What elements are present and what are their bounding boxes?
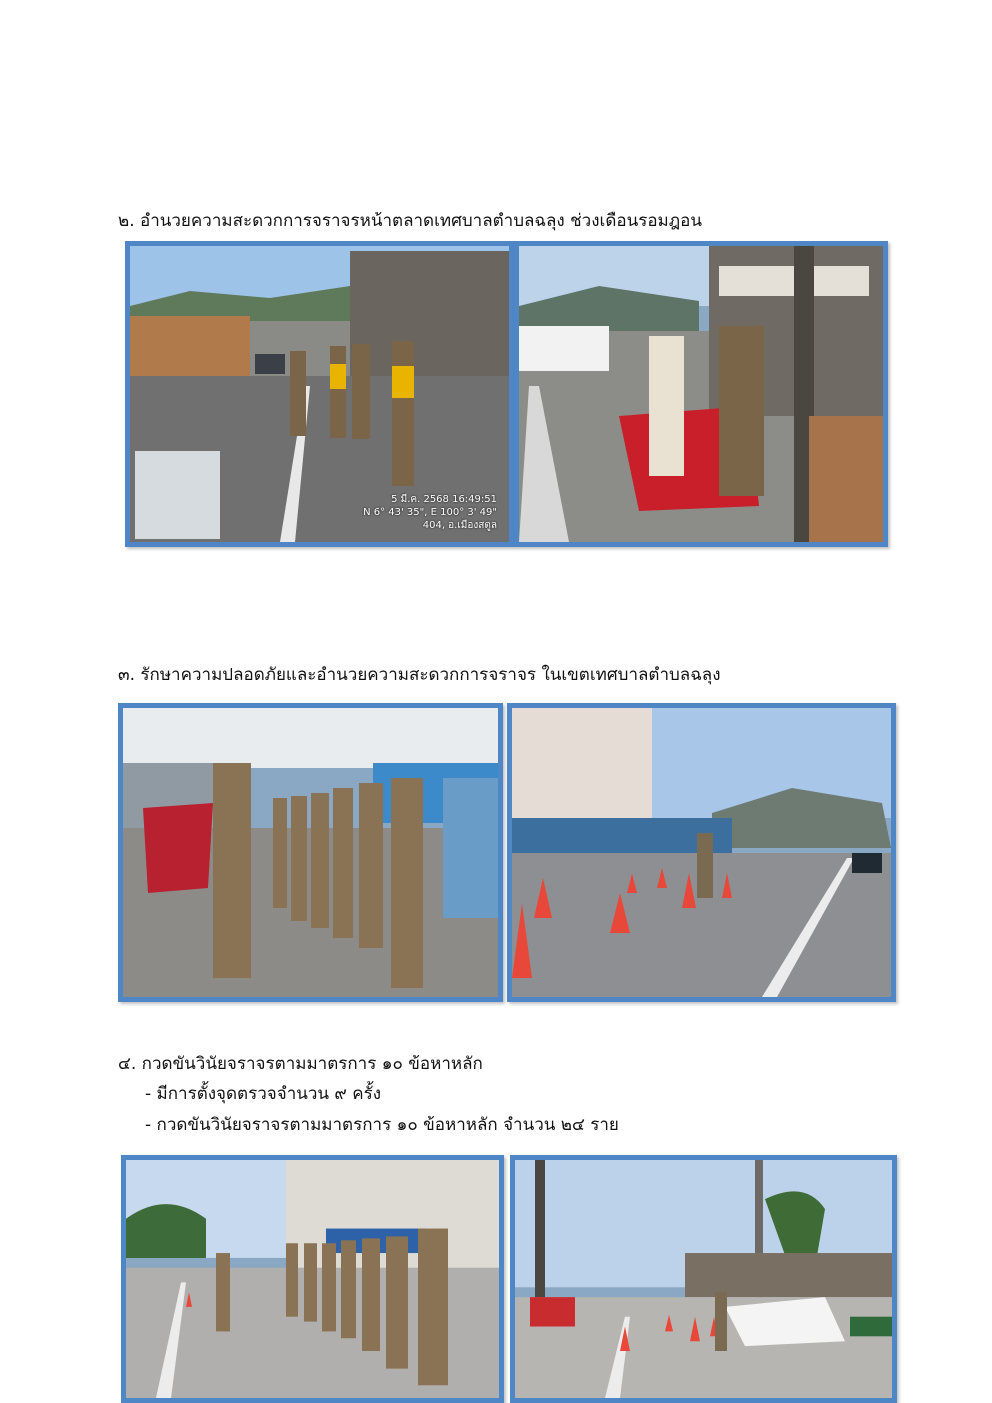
photo-officer-motorcycle-image (519, 246, 883, 542)
section-3-heading: ๓. รักษาความปลอดภัยและอำนวยความสะดวกการจราจร ในเขตเทศบาลตำบลฉลุง (118, 665, 721, 685)
photo-coordinates: N 6° 43' 35", E 100° 3' 49" (363, 507, 497, 518)
section-4-heading: ๔. กวดขันวินัยจราจรตามมาตรการ ๑๐ ข้อหาหลัก (118, 1054, 483, 1074)
photo-officer-motorcycle (514, 241, 888, 547)
bullet-violations: - กวดขันวินัยจราจรตามมาตรการ ๑๐ ข้อหาหลัก จำนวน ๒๔ ราย (145, 1115, 619, 1135)
photo-location: 404, อ.เมืองสตูล (422, 520, 497, 531)
photo-officers-lineup-road (121, 1155, 504, 1403)
bullet-checkpoints: - มีการตั้งจุดตรวจจำนวน ๙ ครั้ง (145, 1084, 382, 1104)
photo-officers-lineup-market-image (123, 708, 498, 997)
photo-checkpoint-cones-image (515, 1160, 892, 1398)
section-2-heading: ๒. อำนวยความสะดวกการจราจรหน้าตลาดเทศบาลตำบลฉลุง ช่วงเดือนรอมฎอน (118, 211, 702, 231)
photo-timestamp: 5 มี.ค. 2568 16:49:51 (391, 494, 497, 505)
photo-traffic-cones-road (507, 703, 896, 1002)
photo-officers-lineup-market (118, 703, 503, 1002)
photo-officers-roadside (125, 241, 514, 547)
photo-traffic-cones-road-image (512, 708, 891, 997)
photo-officers-lineup-road-image (126, 1160, 499, 1398)
photo-checkpoint-cones (510, 1155, 897, 1403)
